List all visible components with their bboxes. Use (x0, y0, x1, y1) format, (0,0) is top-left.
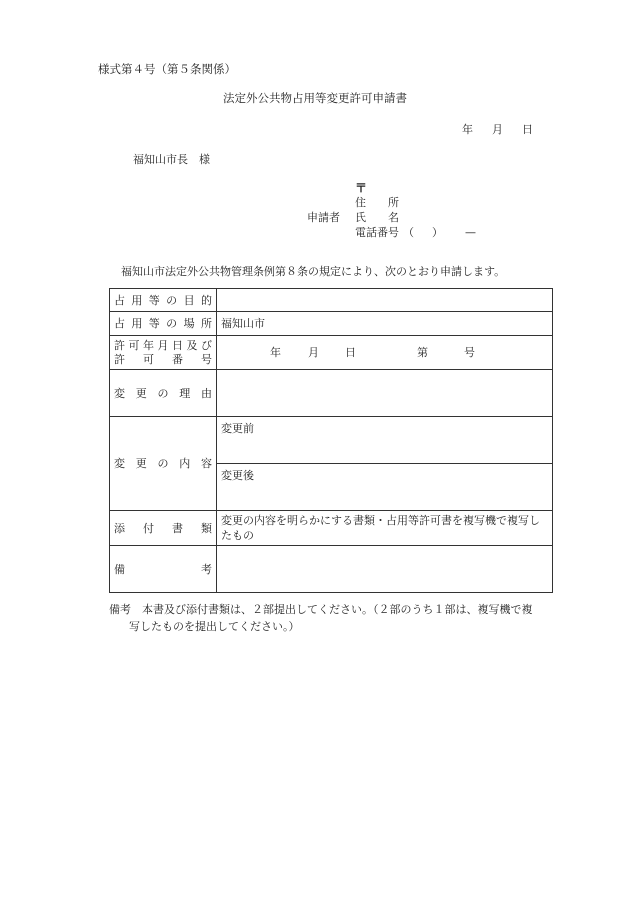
content-label: 変 更 の 内 容 (114, 457, 212, 470)
purpose-label: 占 用 等 の 目 的 (114, 293, 212, 307)
permit-label-line1: 許 可 年 月 日 及 び (114, 339, 212, 352)
form-number: 様式第４号（第５条関係） (98, 62, 236, 76)
content-label-cell (110, 417, 217, 511)
permit-year-label: 年 (270, 346, 281, 359)
reason-input-cell[interactable] (217, 370, 553, 417)
place-value-cell[interactable] (217, 312, 553, 336)
attach-value-cell (217, 511, 553, 546)
table-row-purpose (110, 289, 553, 312)
permit-dai-label: 第 (417, 346, 428, 359)
reason-label-cell (110, 370, 217, 417)
applicant-role-label: 申請者 (307, 211, 340, 224)
document-title: 法定外公共物占用等変更許可申請書 (223, 91, 407, 105)
change-before-label: 変更前 (221, 422, 254, 435)
attach-label: 添 付 書 類 (114, 521, 212, 535)
phone-dash: — (465, 226, 476, 239)
permit-label-line2: 許 可 番 号 (114, 353, 212, 366)
date-row (462, 124, 533, 135)
name-label: 氏 名 (355, 211, 399, 224)
table-row-place (110, 312, 553, 336)
permit-input-cell[interactable] (217, 336, 553, 370)
table-row-reason (110, 370, 553, 417)
intro-text: 福知山市法定外公共物管理条例第８条の規定により、次のとおり申請します。 (121, 265, 506, 278)
address-label: 住 所 (355, 196, 399, 209)
reason-label: 変 更 の 理 由 (114, 386, 212, 400)
footnote-line1: 備考 本書及び添付書類は、２部提出してください。（２部のうち１部は、複写機で複 (109, 603, 533, 616)
applicant-block (307, 182, 476, 242)
purpose-label-cell (110, 289, 217, 312)
place-label-cell (110, 312, 217, 336)
addressee: 福知山市長 様 (133, 153, 210, 166)
date-month-label: 月 (492, 123, 503, 136)
postal-mark: 〒 (355, 181, 368, 195)
attach-value: 変更の内容を明らかにする書類・占用等許可書を複写機で複写したもの (221, 514, 540, 542)
permit-day-label: 日 (345, 346, 356, 359)
table-row-attachments (110, 511, 553, 546)
remarks-label: 備 考 (114, 562, 212, 576)
place-value: 福知山市 (221, 317, 265, 330)
phone-close-paren: ） (432, 226, 443, 239)
phone-label: 電話番号 (355, 226, 399, 239)
permit-label-cell (110, 336, 217, 370)
application-table (109, 288, 553, 593)
change-before-cell[interactable] (217, 417, 553, 464)
table-row-permit (110, 336, 553, 370)
permit-month-label: 月 (308, 346, 319, 359)
permit-go-label: 号 (464, 346, 475, 359)
change-after-label: 変更後 (221, 469, 254, 482)
phone-open-paren: （ (403, 226, 414, 239)
date-year-label: 年 (462, 123, 473, 136)
attach-label-cell (110, 511, 217, 546)
date-day-label: 日 (522, 123, 533, 136)
purpose-input-cell[interactable] (217, 289, 553, 312)
footnote-line2: 写したものを提出してください。） (129, 620, 300, 633)
footnote (109, 601, 533, 635)
table-row-change-before (110, 417, 553, 464)
remarks-label-cell (110, 546, 217, 593)
remarks-input-cell[interactable] (217, 546, 553, 593)
table-row-remarks (110, 546, 553, 593)
change-after-cell[interactable] (217, 464, 553, 511)
place-label: 占 用 等 の 場 所 (114, 317, 212, 330)
